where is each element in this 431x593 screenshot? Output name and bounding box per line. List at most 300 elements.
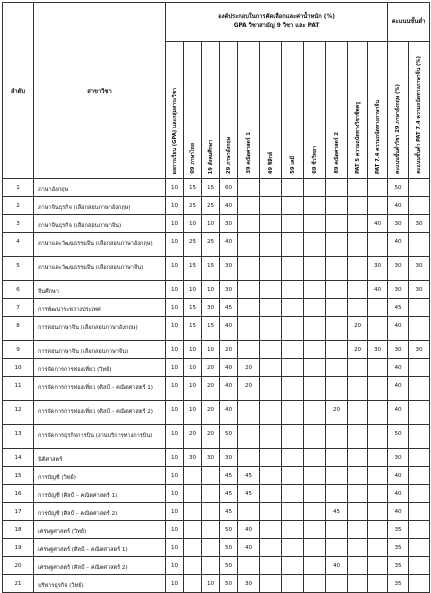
weight-cell: 10 bbox=[166, 539, 184, 557]
weight-cell: 20 bbox=[202, 359, 220, 377]
row-number: 10 bbox=[3, 359, 34, 377]
weight-cell bbox=[184, 503, 202, 521]
row-number: 2 bbox=[3, 197, 34, 215]
table-row bbox=[3, 449, 430, 467]
admission-criteria-table bbox=[2, 2, 430, 593]
weight-cell bbox=[368, 179, 388, 197]
weight-cell bbox=[304, 557, 326, 575]
table-row bbox=[3, 197, 430, 215]
weight-cell bbox=[409, 557, 430, 575]
row-number: 21 bbox=[3, 575, 34, 593]
weight-cell bbox=[202, 485, 220, 503]
weight-cell bbox=[304, 299, 326, 317]
weight-cell bbox=[260, 179, 282, 197]
weight-cell: 10 bbox=[166, 401, 184, 425]
major-name: นิติศาสตร์ bbox=[34, 449, 166, 467]
weight-cell bbox=[326, 467, 348, 485]
table-row bbox=[3, 359, 430, 377]
weight-cell: 45 bbox=[220, 485, 238, 503]
weight-cell bbox=[348, 539, 368, 557]
weight-cell: 45 bbox=[220, 503, 238, 521]
column-header bbox=[238, 42, 260, 179]
column-header bbox=[202, 42, 220, 179]
major-name: การจัดการการท่องเที่ยว (ศิลป์ – คณิตศาสตร์ 2) bbox=[34, 401, 166, 425]
weight-cell: 10 bbox=[166, 233, 184, 257]
row-number: 1 bbox=[3, 179, 34, 197]
table-row bbox=[3, 557, 430, 575]
column-header-label: 49 ฟิสิกส์ bbox=[267, 151, 274, 174]
weight-cell bbox=[409, 197, 430, 215]
weight-cell bbox=[304, 467, 326, 485]
table-row bbox=[3, 317, 430, 341]
weight-cell bbox=[260, 341, 282, 359]
table-row bbox=[3, 281, 430, 299]
weight-cell bbox=[368, 449, 388, 467]
weight-cell bbox=[368, 197, 388, 215]
weight-cell bbox=[184, 485, 202, 503]
weight-cell: 10 bbox=[166, 341, 184, 359]
weight-cell bbox=[409, 359, 430, 377]
weight-cell: 40 bbox=[388, 233, 409, 257]
weight-cell bbox=[304, 401, 326, 425]
weight-cell bbox=[202, 467, 220, 485]
row-number: 8 bbox=[3, 317, 34, 341]
row-number: 19 bbox=[3, 539, 34, 557]
weight-cell: 30 bbox=[388, 449, 409, 467]
weight-cell bbox=[238, 557, 260, 575]
weight-cell: 15 bbox=[202, 257, 220, 281]
weight-cell bbox=[326, 257, 348, 281]
weight-cell bbox=[368, 521, 388, 539]
column-header-label: PAT 7.4 ความถนัดทางภาษาจีน bbox=[374, 99, 381, 174]
weight-cell bbox=[238, 425, 260, 449]
weight-cell: 20 bbox=[202, 401, 220, 425]
column-header bbox=[368, 42, 388, 179]
weight-cell: 30 bbox=[184, 449, 202, 467]
weight-cell: 10 bbox=[166, 425, 184, 449]
weight-cell bbox=[304, 257, 326, 281]
weight-cell: 35 bbox=[388, 575, 409, 593]
weight-cell bbox=[282, 503, 304, 521]
weight-cell: 50 bbox=[388, 425, 409, 449]
weight-cell: 40 bbox=[220, 359, 238, 377]
row-number: 4 bbox=[3, 233, 34, 257]
weight-cell: 30 bbox=[220, 215, 238, 233]
column-header bbox=[304, 42, 326, 179]
composition-title: องค์ประกอบในการคัดเลือกและค่าน้ำหนัก (%) bbox=[218, 14, 335, 21]
weight-cell: 40 bbox=[388, 485, 409, 503]
weight-cell: 25 bbox=[202, 197, 220, 215]
weight-cell bbox=[409, 467, 430, 485]
column-header-label: 19 สังคมศึกษา bbox=[207, 139, 214, 174]
weight-cell: 20 bbox=[238, 359, 260, 377]
weight-cell: 40 bbox=[388, 377, 409, 401]
weight-cell: 30 bbox=[202, 299, 220, 317]
weight-cell bbox=[348, 281, 368, 299]
weight-cell bbox=[260, 521, 282, 539]
weight-cell: 10 bbox=[166, 197, 184, 215]
row-number: 9 bbox=[3, 341, 34, 359]
weight-cell: 20 bbox=[202, 425, 220, 449]
weight-cell bbox=[238, 317, 260, 341]
weight-cell bbox=[368, 317, 388, 341]
weight-cell bbox=[282, 377, 304, 401]
weight-cell: 40 bbox=[388, 467, 409, 485]
composition-header bbox=[166, 3, 388, 42]
weight-cell: 30 bbox=[409, 257, 430, 281]
major-name: ภาษาจีนธุรกิจ (เลือกสอบภาษาอังกฤษ) bbox=[34, 197, 166, 215]
column-header-label: 59 เคมี bbox=[289, 156, 296, 174]
column-header-label: 89 คณิตศาสตร์ 2 bbox=[333, 132, 340, 174]
weight-cell: 30 bbox=[388, 215, 409, 233]
weight-cell bbox=[238, 179, 260, 197]
table-row bbox=[3, 377, 430, 401]
weight-cell bbox=[238, 257, 260, 281]
weight-cell bbox=[348, 503, 368, 521]
weight-cell bbox=[326, 539, 348, 557]
weight-cell: 45 bbox=[220, 467, 238, 485]
table-body bbox=[3, 179, 430, 593]
column-header bbox=[260, 42, 282, 179]
weight-cell: 30 bbox=[388, 341, 409, 359]
weight-cell bbox=[304, 539, 326, 557]
weight-cell bbox=[282, 425, 304, 449]
weight-cell: 20 bbox=[326, 401, 348, 425]
weight-cell bbox=[282, 539, 304, 557]
weight-cell bbox=[282, 317, 304, 341]
weight-cell: 40 bbox=[388, 359, 409, 377]
weight-cell: 35 bbox=[388, 521, 409, 539]
weight-cell bbox=[282, 557, 304, 575]
weight-cell: 25 bbox=[184, 197, 202, 215]
weight-cell bbox=[409, 449, 430, 467]
weight-cell bbox=[260, 317, 282, 341]
weight-cell bbox=[409, 503, 430, 521]
weight-cell bbox=[260, 197, 282, 215]
weight-cell: 40 bbox=[238, 539, 260, 557]
weight-cell bbox=[260, 377, 282, 401]
table-row bbox=[3, 503, 430, 521]
weight-cell: 40 bbox=[220, 197, 238, 215]
weight-cell: 20 bbox=[238, 377, 260, 401]
weight-cell: 40 bbox=[388, 317, 409, 341]
weight-cell bbox=[260, 425, 282, 449]
weight-cell: 20 bbox=[348, 341, 368, 359]
weight-cell bbox=[282, 299, 304, 317]
weight-cell bbox=[260, 215, 282, 233]
weight-cell bbox=[202, 521, 220, 539]
table-row bbox=[3, 485, 430, 503]
major-name: จีนศึกษา bbox=[34, 281, 166, 299]
column-header-label: 69 ชีววิทยา bbox=[311, 146, 318, 174]
weight-cell: 45 bbox=[326, 503, 348, 521]
weight-cell bbox=[368, 359, 388, 377]
weight-cell: 10 bbox=[166, 359, 184, 377]
weight-cell bbox=[326, 521, 348, 539]
column-header bbox=[282, 42, 304, 179]
weight-cell bbox=[184, 467, 202, 485]
weight-cell bbox=[260, 299, 282, 317]
weight-cell bbox=[409, 233, 430, 257]
weight-cell: 40 bbox=[388, 197, 409, 215]
weight-cell: 60 bbox=[220, 179, 238, 197]
weight-cell bbox=[409, 425, 430, 449]
weight-cell: 30 bbox=[202, 449, 220, 467]
major-name: เศรษฐศาสตร์ (ศิลป์ – คณิตศาสตร์ 1) bbox=[34, 539, 166, 557]
weight-cell: 50 bbox=[388, 179, 409, 197]
weight-cell bbox=[260, 233, 282, 257]
weight-cell bbox=[282, 215, 304, 233]
column-header-label: PAT 5 ความถนัดทางวิชาชีพครู bbox=[354, 102, 361, 174]
weight-cell: 45 bbox=[238, 467, 260, 485]
weight-cell bbox=[326, 377, 348, 401]
weight-cell: 10 bbox=[166, 281, 184, 299]
weight-cell: 35 bbox=[388, 539, 409, 557]
weight-cell bbox=[348, 425, 368, 449]
weight-cell bbox=[202, 557, 220, 575]
column-header-label: คะแนนขั้นต่ำวิชา 29 ภาษาอังกฤษ (%) bbox=[395, 83, 402, 174]
weight-cell bbox=[409, 539, 430, 557]
weight-cell: 15 bbox=[184, 179, 202, 197]
weight-cell: 20 bbox=[220, 341, 238, 359]
weight-cell bbox=[260, 401, 282, 425]
weight-cell: 10 bbox=[184, 359, 202, 377]
row-number: 13 bbox=[3, 425, 34, 449]
weight-cell bbox=[409, 485, 430, 503]
table-row bbox=[3, 215, 430, 233]
weight-cell bbox=[282, 359, 304, 377]
weight-cell bbox=[282, 341, 304, 359]
weight-cell bbox=[304, 425, 326, 449]
weight-cell bbox=[202, 539, 220, 557]
weight-cell: 45 bbox=[388, 299, 409, 317]
weight-cell: 30 bbox=[238, 575, 260, 593]
major-name: การจัดการการท่องเที่ยว (ศิลป์ – คณิตศาสตร์ 1) bbox=[34, 377, 166, 401]
weight-cell bbox=[282, 233, 304, 257]
column-header bbox=[166, 42, 184, 179]
weight-cell bbox=[368, 425, 388, 449]
weight-cell bbox=[368, 299, 388, 317]
weight-cell bbox=[282, 281, 304, 299]
row-number: 11 bbox=[3, 377, 34, 401]
row-number: 16 bbox=[3, 485, 34, 503]
weight-cell: 40 bbox=[388, 503, 409, 521]
weight-cell: 35 bbox=[388, 557, 409, 575]
major-name: การบัญชี (วิทย์) bbox=[34, 467, 166, 485]
weight-cell bbox=[348, 215, 368, 233]
weight-cell: 15 bbox=[184, 257, 202, 281]
table-row bbox=[3, 521, 430, 539]
weight-cell bbox=[409, 377, 430, 401]
weight-cell: 20 bbox=[202, 377, 220, 401]
weight-cell: 50 bbox=[220, 521, 238, 539]
weight-cell: 10 bbox=[166, 485, 184, 503]
weight-cell bbox=[260, 557, 282, 575]
weight-cell bbox=[260, 539, 282, 557]
weight-cell bbox=[260, 257, 282, 281]
weight-cell: 10 bbox=[166, 467, 184, 485]
weight-cell: 40 bbox=[220, 401, 238, 425]
weight-cell bbox=[260, 281, 282, 299]
weight-cell bbox=[368, 539, 388, 557]
major-name: ภาษาและวัฒนธรรมจีน (เลือกสอบภาษาอังกฤษ) bbox=[34, 233, 166, 257]
weight-cell: 10 bbox=[166, 257, 184, 281]
weight-cell bbox=[368, 557, 388, 575]
table-row bbox=[3, 401, 430, 425]
weight-cell bbox=[326, 233, 348, 257]
weight-cell: 10 bbox=[166, 299, 184, 317]
weight-cell: 40 bbox=[220, 233, 238, 257]
weight-cell: 30 bbox=[220, 281, 238, 299]
weight-cell: 50 bbox=[220, 557, 238, 575]
weight-cell bbox=[326, 485, 348, 503]
weight-cell bbox=[238, 299, 260, 317]
header-row-top bbox=[3, 3, 430, 42]
weight-cell bbox=[282, 401, 304, 425]
weight-cell: 10 bbox=[202, 341, 220, 359]
major-name: ภาษาจีนธุรกิจ (เลือกสอบภาษาจีน) bbox=[34, 215, 166, 233]
weight-cell bbox=[348, 521, 368, 539]
weight-cell: 15 bbox=[202, 317, 220, 341]
weight-cell: 40 bbox=[368, 281, 388, 299]
weight-cell bbox=[238, 341, 260, 359]
weight-cell: 10 bbox=[184, 401, 202, 425]
major-name: การจัดการธุรกิจการบิน (งานบริการทางการบิน) bbox=[34, 425, 166, 449]
weight-cell bbox=[326, 299, 348, 317]
weight-cell bbox=[368, 467, 388, 485]
major-name: การบัญชี (ศิลป์ – คณิตศาสตร์ 2) bbox=[34, 503, 166, 521]
weight-cell bbox=[326, 425, 348, 449]
weight-cell bbox=[282, 521, 304, 539]
weight-cell bbox=[409, 521, 430, 539]
table-row bbox=[3, 341, 430, 359]
weight-cell bbox=[260, 467, 282, 485]
major-name: การพัฒนาระหว่างประเทศ bbox=[34, 299, 166, 317]
weight-cell: 15 bbox=[184, 299, 202, 317]
row-number: 17 bbox=[3, 503, 34, 521]
weight-cell bbox=[304, 377, 326, 401]
row-number: 18 bbox=[3, 521, 34, 539]
weight-cell bbox=[282, 467, 304, 485]
weight-cell bbox=[348, 197, 368, 215]
weight-cell: 10 bbox=[184, 281, 202, 299]
weight-cell: 25 bbox=[184, 233, 202, 257]
weight-cell bbox=[282, 257, 304, 281]
weight-cell: 40 bbox=[220, 377, 238, 401]
weight-cell bbox=[348, 449, 368, 467]
weight-cell: 30 bbox=[388, 257, 409, 281]
weight-cell bbox=[368, 503, 388, 521]
weight-cell: 10 bbox=[202, 575, 220, 593]
weight-cell: 10 bbox=[166, 449, 184, 467]
weight-cell bbox=[409, 299, 430, 317]
weight-cell: 30 bbox=[368, 341, 388, 359]
weight-cell bbox=[348, 401, 368, 425]
weight-cell bbox=[304, 449, 326, 467]
column-header bbox=[409, 42, 430, 179]
major-name: การสอนภาษาจีน (เลือกสอบภาษาจีน) bbox=[34, 341, 166, 359]
weight-cell: 10 bbox=[184, 377, 202, 401]
rank-header: ลำดับ bbox=[3, 3, 34, 179]
table-row bbox=[3, 425, 430, 449]
weight-cell bbox=[326, 179, 348, 197]
minimum-header: คะแนนขั้นต่ำ bbox=[388, 3, 430, 42]
weight-cell: 10 bbox=[166, 179, 184, 197]
weight-cell bbox=[326, 215, 348, 233]
row-number: 6 bbox=[3, 281, 34, 299]
weight-cell: 10 bbox=[184, 215, 202, 233]
weight-cell: 10 bbox=[166, 521, 184, 539]
weight-cell bbox=[348, 257, 368, 281]
weight-cell: 15 bbox=[184, 317, 202, 341]
composition-subtitle: GPA วิชาสามัญ 9 วิชา และ PAT bbox=[233, 23, 320, 29]
weight-cell: 10 bbox=[166, 557, 184, 575]
weight-cell bbox=[304, 197, 326, 215]
weight-cell bbox=[304, 317, 326, 341]
weight-cell: 50 bbox=[220, 539, 238, 557]
weight-cell bbox=[348, 485, 368, 503]
weight-cell bbox=[409, 179, 430, 197]
column-header-label: ผลการเรียน (GPA) และกลุ่มสาระวิชา bbox=[171, 87, 178, 174]
weight-cell: 40 bbox=[220, 317, 238, 341]
weight-cell bbox=[348, 467, 368, 485]
table-row bbox=[3, 233, 430, 257]
weight-cell: 10 bbox=[202, 281, 220, 299]
major-name: การจัดการการท่องเที่ยว (วิทย์) bbox=[34, 359, 166, 377]
weight-cell bbox=[368, 377, 388, 401]
table-row bbox=[3, 179, 430, 197]
weight-cell bbox=[304, 485, 326, 503]
weight-cell: 15 bbox=[202, 179, 220, 197]
weight-cell: 40 bbox=[368, 215, 388, 233]
weight-cell: 30 bbox=[368, 257, 388, 281]
weight-cell bbox=[304, 341, 326, 359]
weight-cell: 10 bbox=[166, 377, 184, 401]
weight-cell: 45 bbox=[220, 299, 238, 317]
weight-cell bbox=[348, 179, 368, 197]
weight-cell bbox=[409, 401, 430, 425]
weight-cell bbox=[304, 281, 326, 299]
weight-cell bbox=[238, 503, 260, 521]
weight-cell bbox=[304, 233, 326, 257]
row-number: 7 bbox=[3, 299, 34, 317]
weight-cell: 10 bbox=[184, 341, 202, 359]
weight-cell bbox=[282, 449, 304, 467]
row-number: 5 bbox=[3, 257, 34, 281]
weight-cell bbox=[238, 401, 260, 425]
weight-cell bbox=[282, 179, 304, 197]
column-header bbox=[220, 42, 238, 179]
weight-cell: 50 bbox=[220, 575, 238, 593]
weight-cell bbox=[326, 197, 348, 215]
weight-cell bbox=[368, 401, 388, 425]
weight-cell: 30 bbox=[409, 341, 430, 359]
column-header bbox=[326, 42, 348, 179]
column-header-label: คะแนนขั้นต่ำ PAT 7.4 ความถนัดทางภาษาจีน (%) bbox=[416, 56, 423, 174]
weight-cell bbox=[368, 233, 388, 257]
weight-cell bbox=[202, 503, 220, 521]
major-name: ภาษาและวัฒนธรรมจีน (เลือกสอบภาษาจีน) bbox=[34, 257, 166, 281]
column-header-label: 39 คณิตศาสตร์ 1 bbox=[245, 132, 252, 174]
column-header bbox=[388, 42, 409, 179]
table-row bbox=[3, 299, 430, 317]
weight-cell: 30 bbox=[409, 281, 430, 299]
column-header bbox=[348, 42, 368, 179]
weight-cell: 20 bbox=[348, 317, 368, 341]
weight-cell bbox=[348, 359, 368, 377]
weight-cell: 30 bbox=[409, 215, 430, 233]
weight-cell: 45 bbox=[238, 485, 260, 503]
